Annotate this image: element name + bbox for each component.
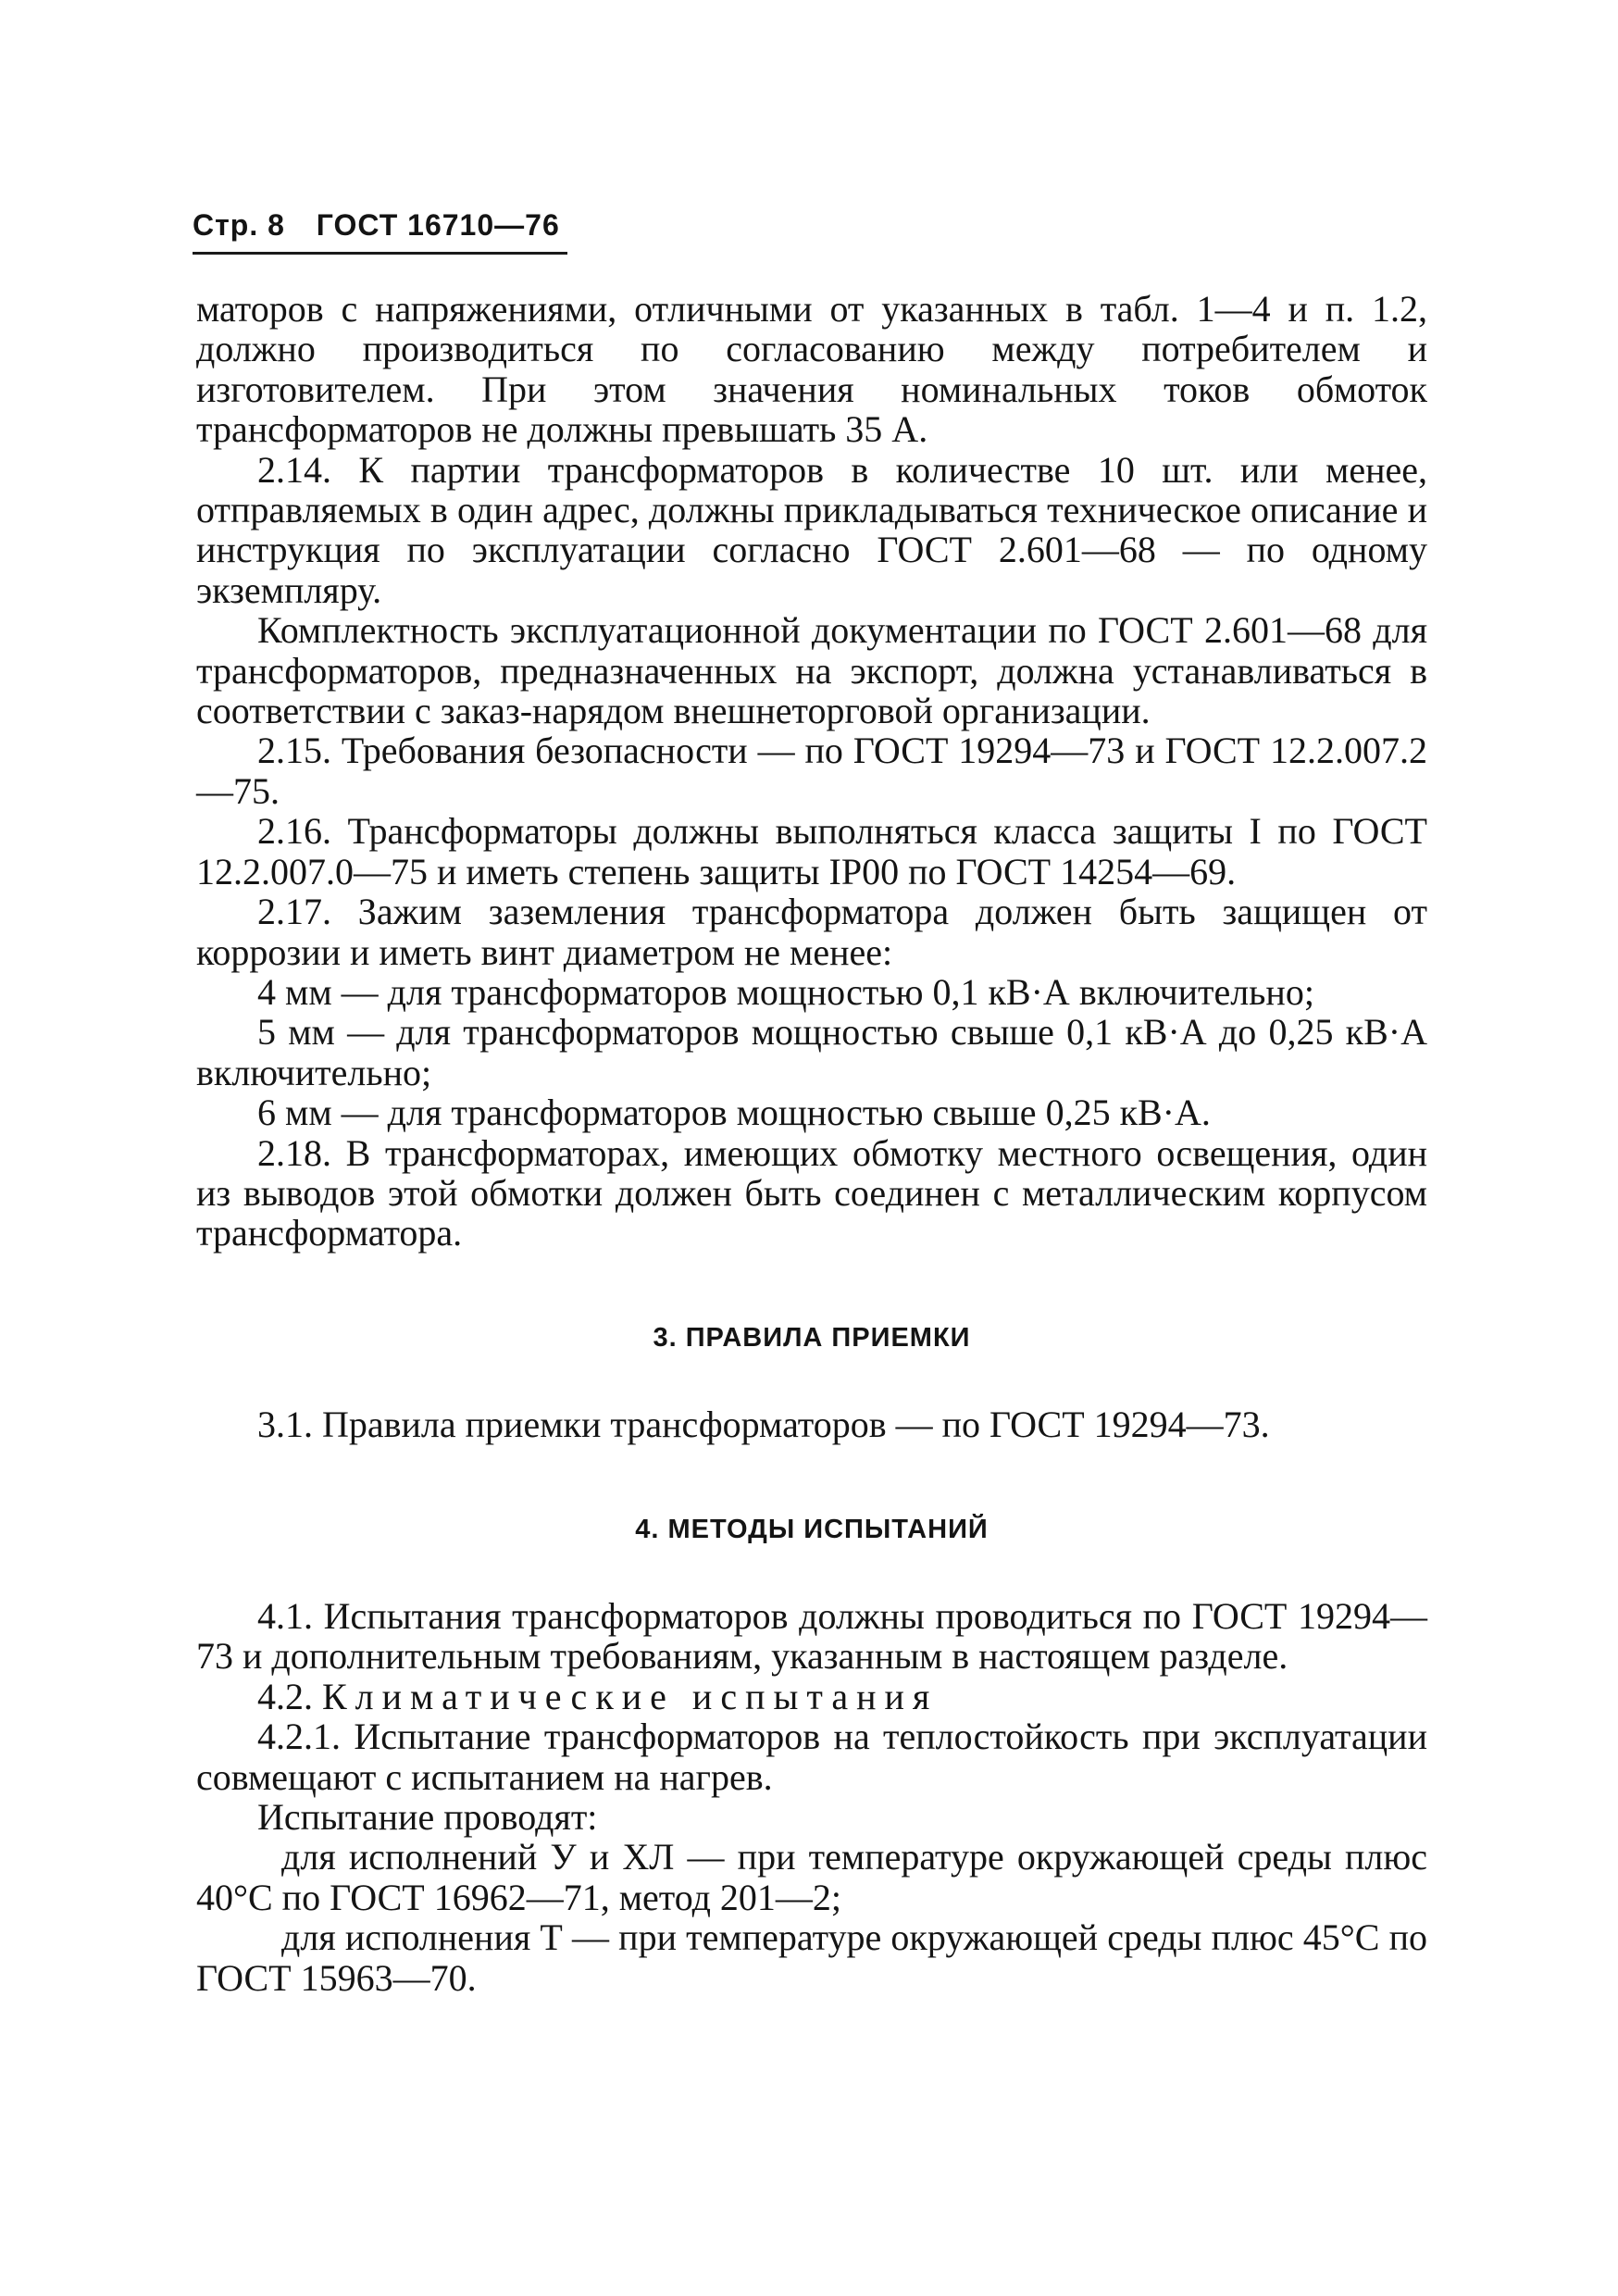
section-heading-4: 4. МЕТОДЫ ИСПЫТАНИЙ bbox=[635, 1514, 989, 1544]
standard-number: ГОСТ 16710—76 bbox=[316, 208, 560, 242]
list-item-t: для исполнения Т — при температуре окружающей среды плюс 45°С по ГОСТ 15963—70. bbox=[196, 1916, 1427, 1999]
paragraph-2-18: 2.18. В трансформаторах, имеющих обмотку местного освещения, один из выводов этой обмотки должен быть соединен с металлическим корпусом трансформатора. bbox=[196, 1131, 1427, 1254]
paragraph-2-15: 2.15. Требования безопасности — по ГОСТ 19294—73 и ГОСТ 12.2.007.2—75. bbox=[196, 730, 1427, 812]
paragraph-3-1: 3.1. Правила приемки трансформаторов — по ГОСТ 19294—73. bbox=[257, 1404, 1270, 1446]
paragraph-2-17: 2.17. Зажим заземления трансформатора должен быть защищен от коррозии и иметь винт диаметром не менее: bbox=[196, 891, 1427, 973]
document-body bbox=[196, 289, 1427, 1998]
list-item-4mm: 4 мм — для трансформаторов мощностью 0,1 кВ·А включительно; bbox=[257, 970, 1314, 1013]
paragraph-4-1: 4.1. Испытания трансформаторов должны проводиться по ГОСТ 19294—73 и дополнительным требованиям, указанным в настоящем разделе. bbox=[196, 1594, 1427, 1678]
page-header bbox=[193, 208, 567, 255]
paragraph-continuation: маторов с напряжениями, отличными от указанных в табл. 1—4 и п. 1.2, должно производиться по согласованию между потребителем и изготовителем. При этом значения номинальных токов обмоток трансформаторов не должны превышать 35 А. bbox=[196, 288, 1427, 451]
page-number: Стр. 8 bbox=[193, 208, 285, 242]
paragraph-4-2-number: 4.2. bbox=[257, 1675, 313, 1717]
section-heading-3: 3. ПРАВИЛА ПРИЕМКИ bbox=[653, 1322, 971, 1353]
list-item-5mm: 5 мм — для трансформаторов мощностью свыше 0,1 кВ·А до 0,25 кВ·А включительно; bbox=[196, 1011, 1427, 1093]
list-item-6mm: 6 мм — для трансформаторов мощностью свыше 0,25 кВ·А. bbox=[257, 1092, 1211, 1134]
paragraph-completeness: Комплектность эксплуатационной документации по ГОСТ 2.601—68 для трансформаторов, предназначенных на экспорт, должна устанавливаться в соответствии с заказ-нарядом внешнеторговой организации. bbox=[196, 609, 1427, 732]
paragraph-test-conducted: Испытание проводят: bbox=[257, 1796, 598, 1838]
paragraph-2-14: 2.14. К партии трансформаторов в количестве 10 шт. или менее, отправляемых в один адрес, должны прикладываться техническое описание и инструкция по эксплуатации согласно ГОСТ 2.601—68 — по одному экземпляру. bbox=[196, 448, 1427, 611]
list-item-u-hl: для исполнений У и ХЛ — при температуре окружающей среды плюс 40°С по ГОСТ 16962—71, метод 201—2; bbox=[196, 1836, 1427, 1918]
paragraph-4-2 bbox=[196, 1677, 1427, 1716]
paragraph-4-2-1: 4.2.1. Испытание трансформаторов на теплостойкость при эксплуатации совмещают с испытанием на нагрев. bbox=[196, 1716, 1427, 1798]
paragraph-4-2-title: Климатические испытания bbox=[322, 1675, 939, 1717]
paragraph-2-16: 2.16. Трансформаторы должны выполняться класса защиты I по ГОСТ 12.2.007.0—75 и иметь степень защиты IP00 по ГОСТ 14254—69. bbox=[196, 810, 1427, 892]
